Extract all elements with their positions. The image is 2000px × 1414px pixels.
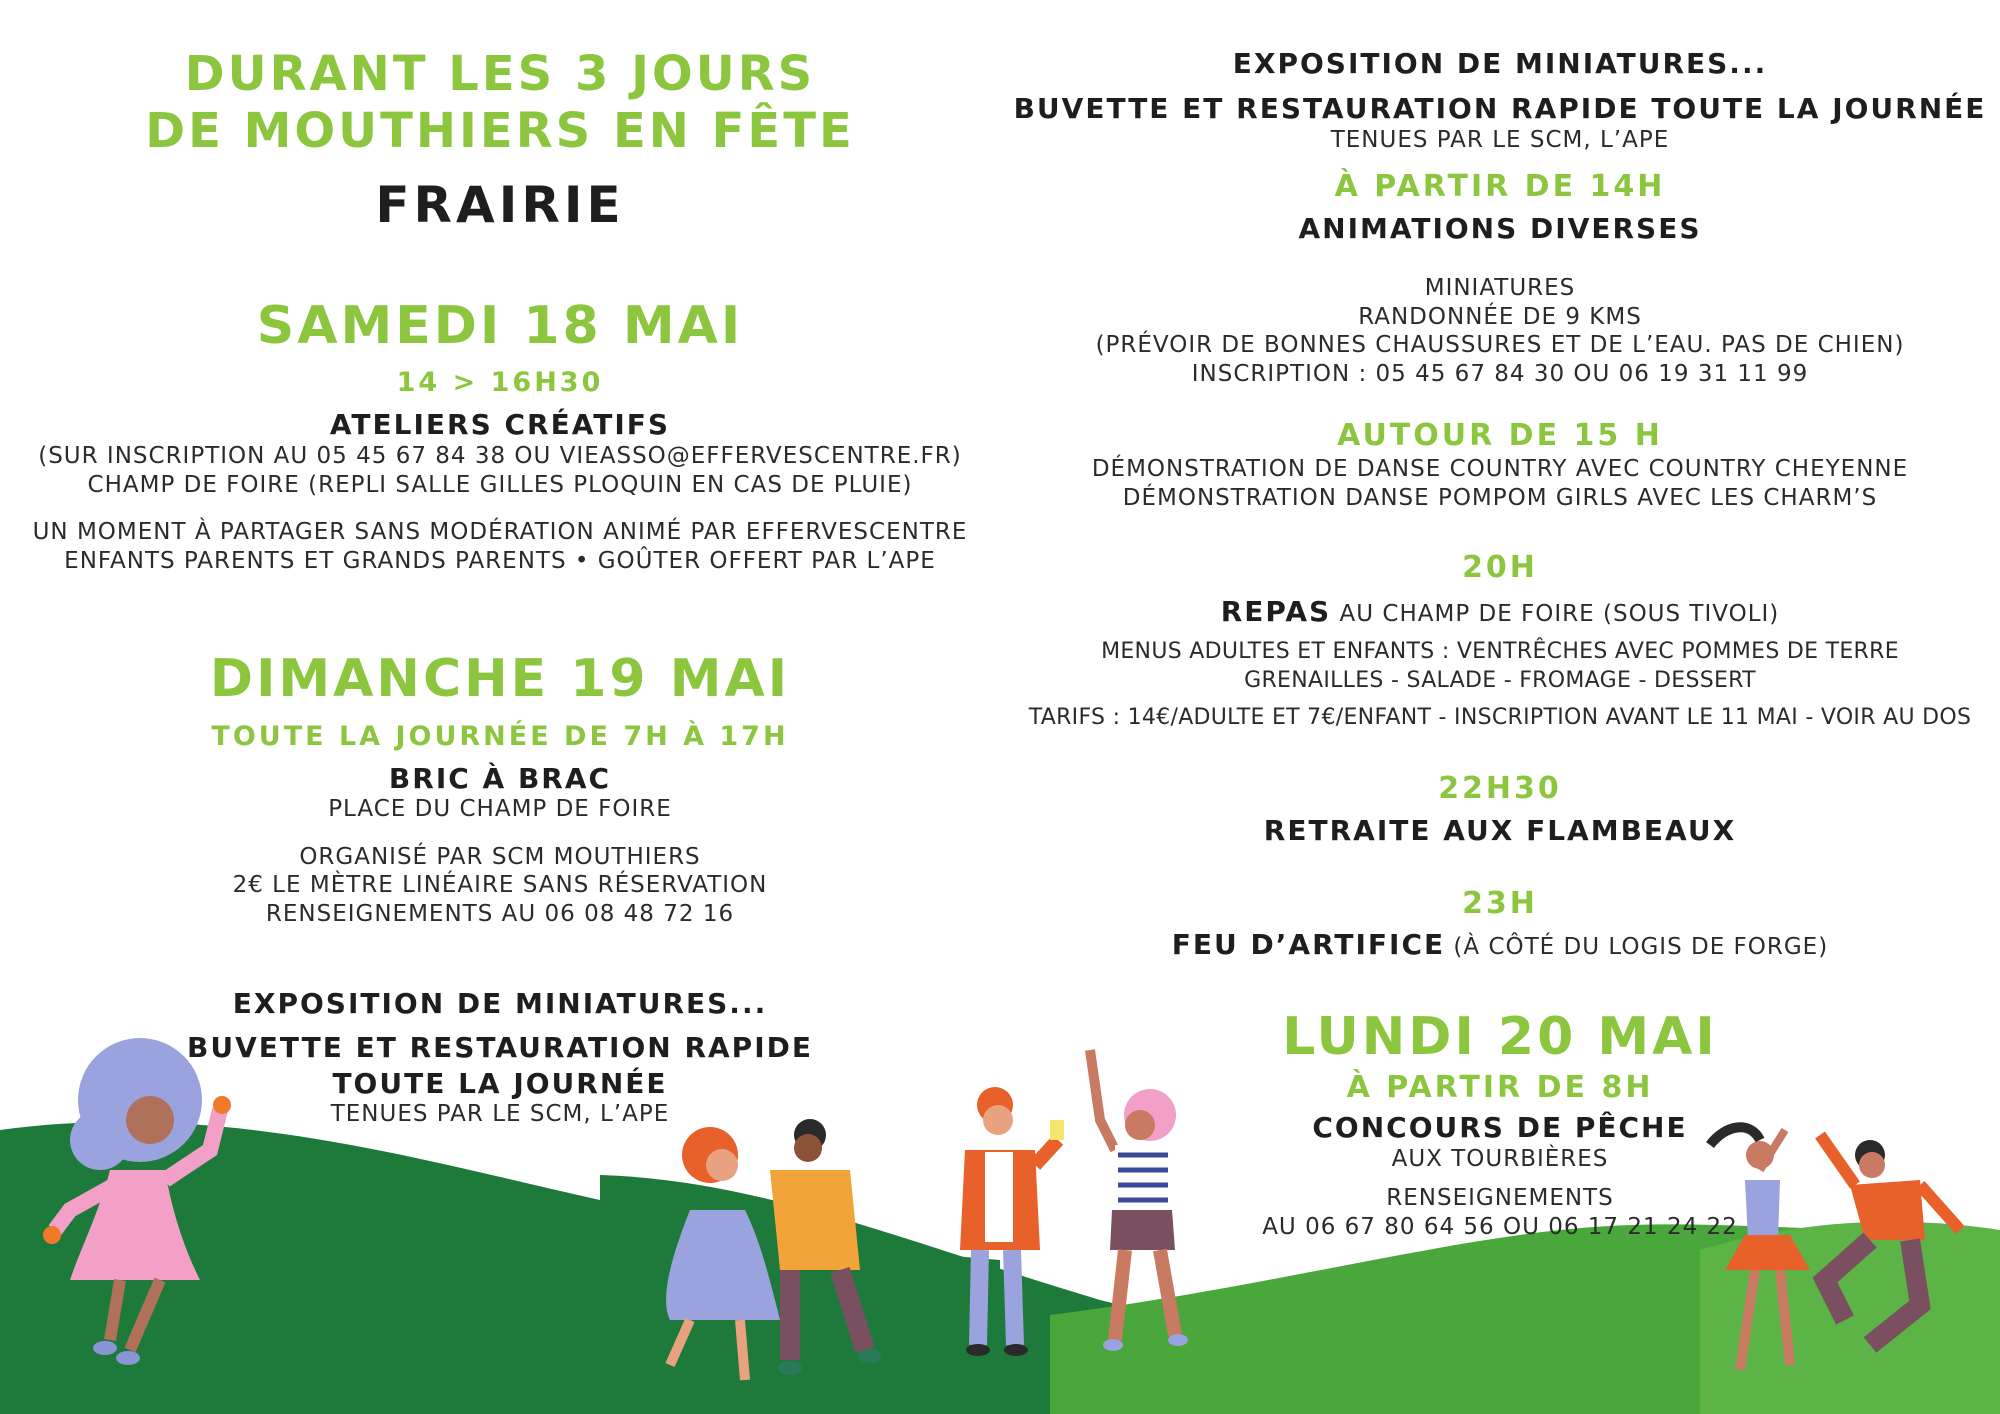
saturday-detail-4: ENFANTS PARENTS ET GRANDS PARENTS • GOÛTER OFFERT PAR L’APE bbox=[64, 548, 936, 574]
right-buvette: BUVETTE ET RESTAURATION RAPIDE TOUTE LA JOURNÉE bbox=[1013, 92, 1987, 125]
monday-place: AUX TOURBIÈRES bbox=[1391, 1146, 1609, 1172]
feu-label: FEU D’ARTIFICE bbox=[1171, 928, 1446, 961]
prevoir: (PRÉVOIR DE BONNES CHAUSSURES ET DE L’EAU. PAS DE CHIEN) bbox=[1095, 332, 1905, 358]
menus-line-2: GRENAILLES - SALADE - FROMAGE - DESSERT bbox=[1244, 668, 1756, 693]
intro-line-1: DURANT LES 3 JOURS bbox=[184, 46, 816, 102]
monday-renseignements: RENSEIGNEMENTS bbox=[1386, 1185, 1614, 1211]
repas-place: AU CHAMP DE FOIRE (SOUS TIVOLI) bbox=[1331, 601, 1780, 627]
saturday-detail-3: UN MOMENT À PARTAGER SANS MODÉRATION ANIMÉ PAR EFFERVESCENTRE bbox=[32, 519, 968, 545]
inscription: INSCRIPTION : 05 45 67 84 30 OU 06 19 31 11 99 bbox=[1191, 361, 1809, 387]
right-expo: EXPOSITION DE MINIATURES... bbox=[1232, 47, 1768, 80]
repas-label: REPAS bbox=[1220, 595, 1332, 628]
sunday-expo: EXPOSITION DE MINIATURES... bbox=[232, 987, 768, 1020]
sunday-buvette-2: TOUTE LA JOURNÉE bbox=[332, 1067, 668, 1100]
saturday-detail-2: CHAMP DE FOIRE (REPLI SALLE GILLES PLOQUIN EN CAS DE PLUIE) bbox=[87, 472, 913, 498]
around-15h: AUTOUR DE 15 H bbox=[1337, 418, 1663, 453]
monday-phones: AU 06 67 80 64 56 OU 06 17 21 24 22 bbox=[1262, 1214, 1738, 1240]
feu-place: (À CÔTÉ DU LOGIS DE FORGE) bbox=[1445, 934, 1829, 960]
repas-line bbox=[1000, 597, 2000, 629]
pompom-demo: DÉMONSTRATION DANSE POMPOM GIRLS AVEC LES CHARM’S bbox=[1122, 485, 1878, 511]
sunday-activity: BRIC À BRAC bbox=[388, 762, 612, 795]
girl-dancing-illustration bbox=[1700, 1120, 1810, 1390]
dancing-couple-illustration bbox=[650, 1110, 900, 1400]
sunday-org-3: RENSEIGNEMENTS AU 06 08 48 72 16 bbox=[265, 901, 735, 927]
time-22h30: 22H30 bbox=[1438, 771, 1562, 806]
saturday-title: SAMEDI 18 MAI bbox=[256, 296, 744, 356]
miniatures: MINIATURES bbox=[1424, 275, 1576, 301]
sunday-org-2: 2€ LE MÈTRE LINÉAIRE SANS RÉSERVATION bbox=[232, 872, 768, 898]
sunday-title: DIMANCHE 19 MAI bbox=[209, 649, 791, 709]
animations-title: ANIMATIONS DIVERSES bbox=[1298, 212, 1702, 245]
randonnee: RANDONNÉE DE 9 KMS bbox=[1358, 304, 1642, 330]
retraite-aux-flambeaux: RETRAITE AUX FLAMBEAUX bbox=[1263, 814, 1737, 847]
right-tenues: TENUES PAR LE SCM, L’APE bbox=[1330, 127, 1670, 153]
sunday-place: PLACE DU CHAMP DE FOIRE bbox=[328, 796, 672, 822]
monday-activity: CONCOURS DE PÊCHE bbox=[1312, 1111, 1688, 1144]
time-23h: 23H bbox=[1462, 886, 1538, 921]
sunday-tenues: TENUES PAR LE SCM, L’APE bbox=[330, 1101, 670, 1127]
intro-line-2: DE MOUTHIERS EN FÊTE bbox=[145, 103, 855, 159]
saturday-activity: ATELIERS CRÉATIFS bbox=[329, 408, 671, 441]
tarifs: TARIFS : 14€/ADULTE ET 7€/ENFANT - INSCRIPTION AVANT LE 11 MAI - VOIR AU DOS bbox=[1028, 705, 1972, 730]
saturday-time: 14 > 16H30 bbox=[396, 367, 604, 398]
sunday-buvette-1: BUVETTE ET RESTAURATION RAPIDE bbox=[187, 1031, 813, 1064]
from-14h: À PARTIR DE 14H bbox=[1334, 169, 1666, 204]
dancer-with-maracas-illustration bbox=[40, 1030, 240, 1380]
man-with-drink-illustration bbox=[950, 1080, 1070, 1360]
country-demo: DÉMONSTRATION DE DANSE COUNTRY AVEC COUNTRY CHEYENNE bbox=[1091, 456, 1909, 482]
menus-line-1: MENUS ADULTES ET ENFANTS : VENTRÊCHES AVEC POMMES DE TERRE bbox=[1101, 639, 1899, 664]
man-dancing-illustration bbox=[1810, 1130, 1970, 1360]
frairie-title: FRAIRIE bbox=[375, 176, 625, 234]
saturday-detail-1: (SUR INSCRIPTION AU 05 45 67 84 38 OU VIEASSO@EFFERVESCENTRE.FR) bbox=[38, 443, 962, 469]
woman-waving-illustration bbox=[1070, 1040, 1200, 1360]
monday-title: LUNDI 20 MAI bbox=[1282, 1007, 1718, 1067]
sunday-org-1: ORGANISÉ PAR SCM MOUTHIERS bbox=[299, 844, 701, 870]
sunday-time: TOUTE LA JOURNÉE DE 7H À 17H bbox=[211, 721, 789, 752]
feu-line bbox=[1000, 930, 2000, 962]
time-20h: 20H bbox=[1462, 550, 1538, 585]
monday-time: À PARTIR DE 8H bbox=[1346, 1070, 1654, 1105]
